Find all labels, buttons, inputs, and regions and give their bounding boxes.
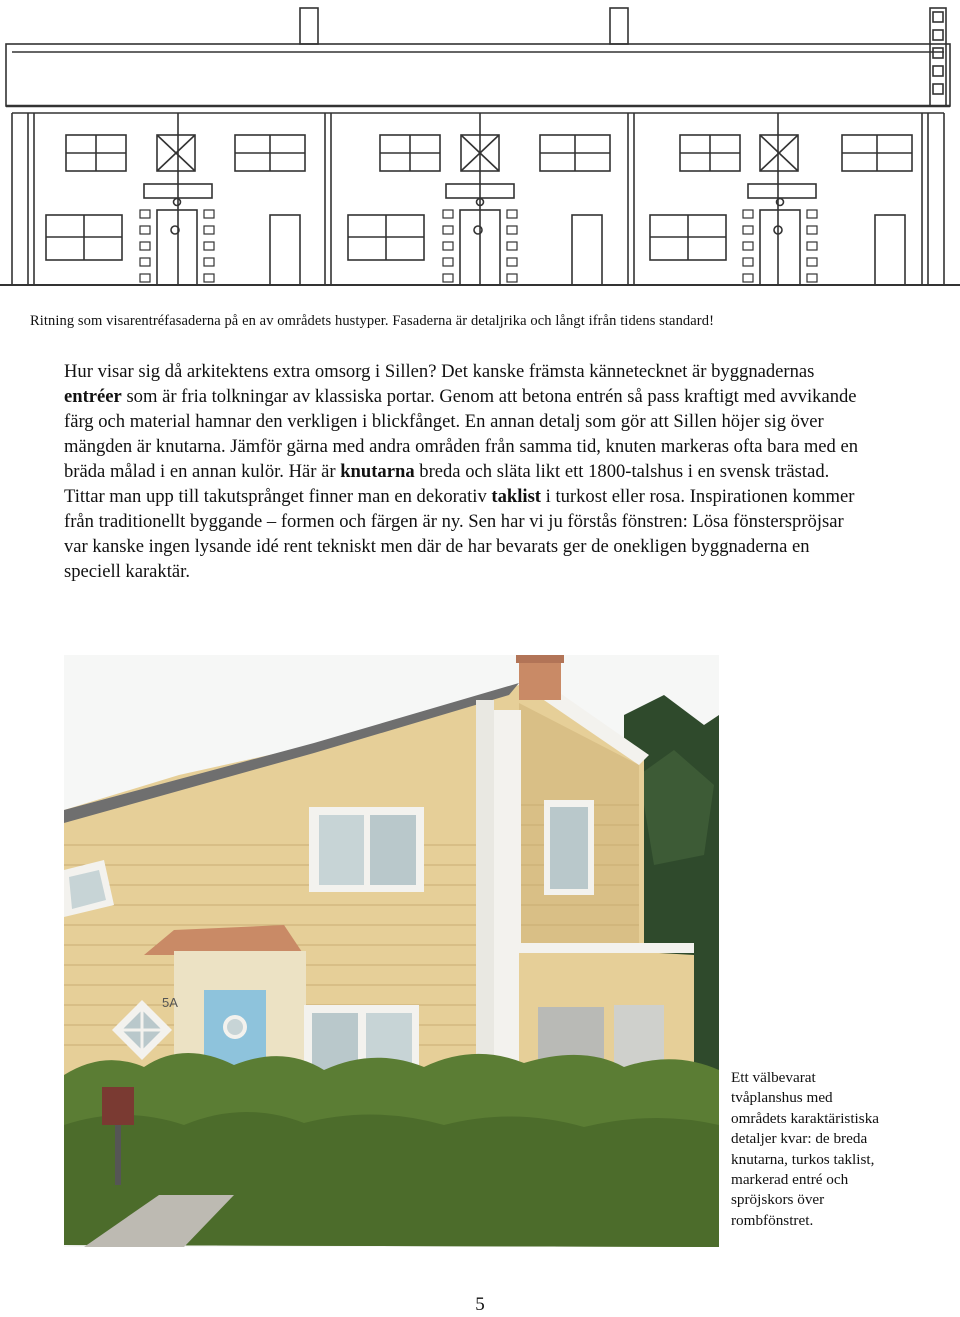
photo-caption <box>731 1068 911 1231</box>
house-number: 5A <box>162 995 178 1010</box>
photo-caption-line: spröjskors över <box>731 1191 825 1209</box>
body-text-3: breda och släta likt ett 1800-talshus i en svensk trästad. Tittar man upp till takutsprånget finner man en dekorativ <box>64 461 830 507</box>
body-text-4: i turkost eller rosa. Inspirationen kommer från traditionellt byggande – formen och färgen är ny. Sen har vi ju förstås fönstren: Lösa fönsterspröjsar var kanske ingen lysande idé rent tekniskt men där de har bevarats ger de onekligen byggnaderna en speciell karaktär. <box>64 486 855 582</box>
knutarna-emphasis: knutarna <box>340 461 415 482</box>
page-number: 5 <box>475 1294 485 1315</box>
taklist-emphasis: taklist <box>491 486 541 507</box>
facade-drawing <box>0 0 960 300</box>
entreer-emphasis: entréer <box>64 386 122 407</box>
photo-caption-line: områdets karaktäristiska <box>731 1109 880 1127</box>
body-text-1: Hur visar sig då arkitektens extra omsorg i Sillen? Det kanske främsta kännetecknet är byggnadernas <box>64 361 815 382</box>
drawing-caption: Ritning som visarentréfasaderna på en av områdets hustyper. Fasaderna är detaljrika och långt ifrån tidens standard! <box>30 313 715 329</box>
body-text-2: som är fria tolkningar av klassiska portar. Genom att betona entrén så pass kraftigt med avvikande färg och material hamnar den verkligen i blickfånget. En annan detalj som gör att Sillen höjer sig över mängden är knutarna. Jämför gärna med andra områden från samma tid, knuten markeras ofta bara med en bräda målad i en annan kulör. Här är <box>64 386 859 482</box>
photo-caption-line: Ett välbevarat <box>731 1069 816 1086</box>
body-paragraph <box>64 359 864 584</box>
photo-caption-line: rombfönstret. <box>731 1211 814 1229</box>
photo-caption-line: knutarna, turkos taklist, <box>731 1150 875 1168</box>
photo-caption-line: tvåplanshus med <box>731 1089 833 1107</box>
photo-caption-line: markerad entré och <box>731 1171 849 1189</box>
photo-caption-line: detaljer kvar: de breda <box>731 1130 868 1148</box>
house-photo <box>64 655 719 1247</box>
